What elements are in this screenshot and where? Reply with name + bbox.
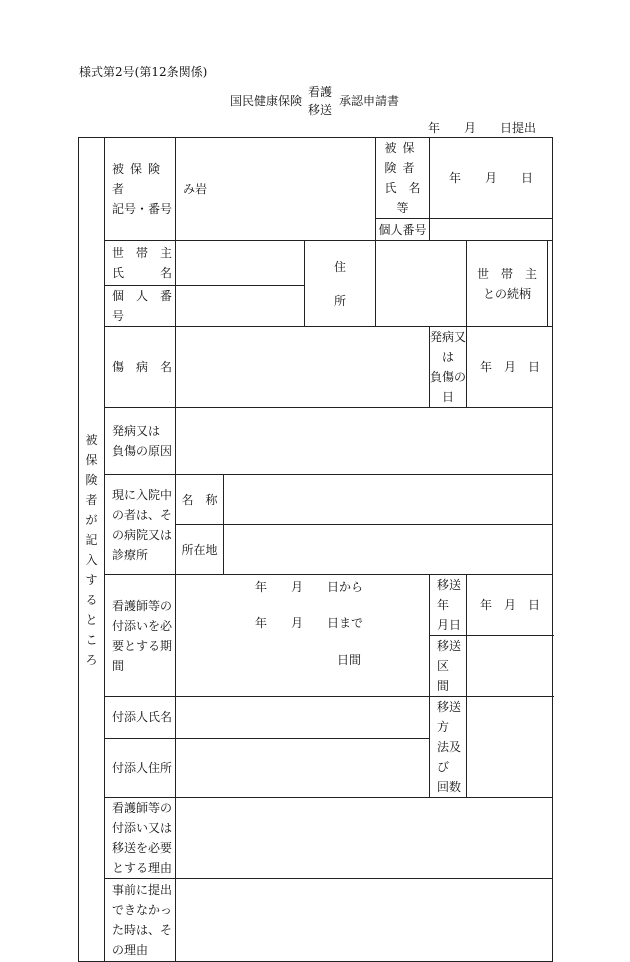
period-from: 年 月 日から — [255, 580, 364, 594]
side-label: 被 保 険 者 が 記 入 す る と こ ろ — [79, 138, 105, 962]
attendant-name-field[interactable] — [176, 697, 430, 739]
transfer-method-label: 移送方 法及び 回数 — [430, 697, 467, 798]
insured-name-field[interactable]: 年 月 日 — [430, 138, 553, 219]
transfer-section-label: 移送区 間 — [430, 636, 467, 697]
disease-label: 傷 病 名 — [105, 327, 176, 408]
title-stack-bottom: 移送 — [308, 103, 333, 117]
title-stack-top: 看護 — [308, 85, 333, 99]
late-reason-label: 事前に提出 できなかっ た時は、そ の理由 — [105, 879, 176, 962]
attendant-address-field[interactable] — [176, 738, 430, 797]
onset-label: 発病又は 負傷の日 — [430, 327, 467, 408]
attendant-name-label: 付添人氏名 — [105, 697, 176, 739]
address-field[interactable] — [376, 241, 467, 327]
insured-name-label: 被保険者 氏 名 等 — [376, 138, 430, 219]
title-suffix: 承認申請書 — [339, 94, 400, 108]
cause-field[interactable] — [176, 408, 553, 475]
nursing-period-field[interactable] — [176, 575, 430, 697]
insured-symbol-label: 被保険者 記号・番号 — [105, 138, 176, 241]
application-table — [78, 137, 553, 962]
household-head-label: 世 帯 主 氏 名 — [105, 241, 176, 286]
transfer-date-label: 移送年 月日 — [430, 575, 467, 636]
hospital-address-field[interactable] — [224, 525, 553, 575]
hospital-name-field[interactable] — [224, 475, 553, 525]
household-personal-number-label: 個 人 番 号 — [105, 286, 176, 327]
personal-number-label: 個人番号 — [376, 219, 430, 241]
onset-date-field[interactable]: 年 月 日 — [467, 327, 553, 408]
relation-field[interactable] — [548, 241, 553, 327]
household-head-field[interactable] — [176, 241, 305, 286]
attendant-address-label: 付添人住所 — [105, 738, 176, 797]
hospital-label: 現に入院中 の者は、そ の病院又は 診療所 — [105, 475, 176, 575]
address-label: 住 所 — [305, 241, 376, 327]
cause-label: 発病又は 負傷の原因 — [105, 408, 176, 475]
hospital-name-label: 名 称 — [176, 475, 224, 525]
period-days: 日間 — [337, 653, 362, 667]
late-reason-field[interactable] — [176, 879, 553, 962]
nursing-period-label: 看護師等の 付添いを必 要とする期 間 — [105, 575, 176, 697]
title-prefix: 国民健康保険 — [230, 94, 303, 108]
form-number: 様式第2号(第12条関係) — [79, 65, 208, 79]
transfer-section-field[interactable] — [467, 636, 553, 697]
submission-date: 年 月 日提出 — [428, 121, 537, 135]
personal-number-field[interactable] — [430, 219, 553, 241]
transfer-method-field[interactable] — [467, 697, 553, 798]
reason-field[interactable] — [176, 798, 553, 879]
disease-field[interactable] — [176, 327, 430, 408]
reason-label: 看護師等の 付添い又は 移送を必要 とする理由 — [105, 798, 176, 879]
transfer-date-field[interactable]: 年 月 日 — [467, 575, 553, 636]
household-personal-number-field[interactable] — [176, 286, 305, 327]
hospital-address-label: 所在地 — [176, 525, 224, 575]
relation-label: 世 帯 主 との続柄 — [467, 241, 548, 327]
period-to: 年 月 日まで — [255, 616, 364, 630]
insured-symbol-field[interactable]: み岩 — [176, 138, 376, 241]
